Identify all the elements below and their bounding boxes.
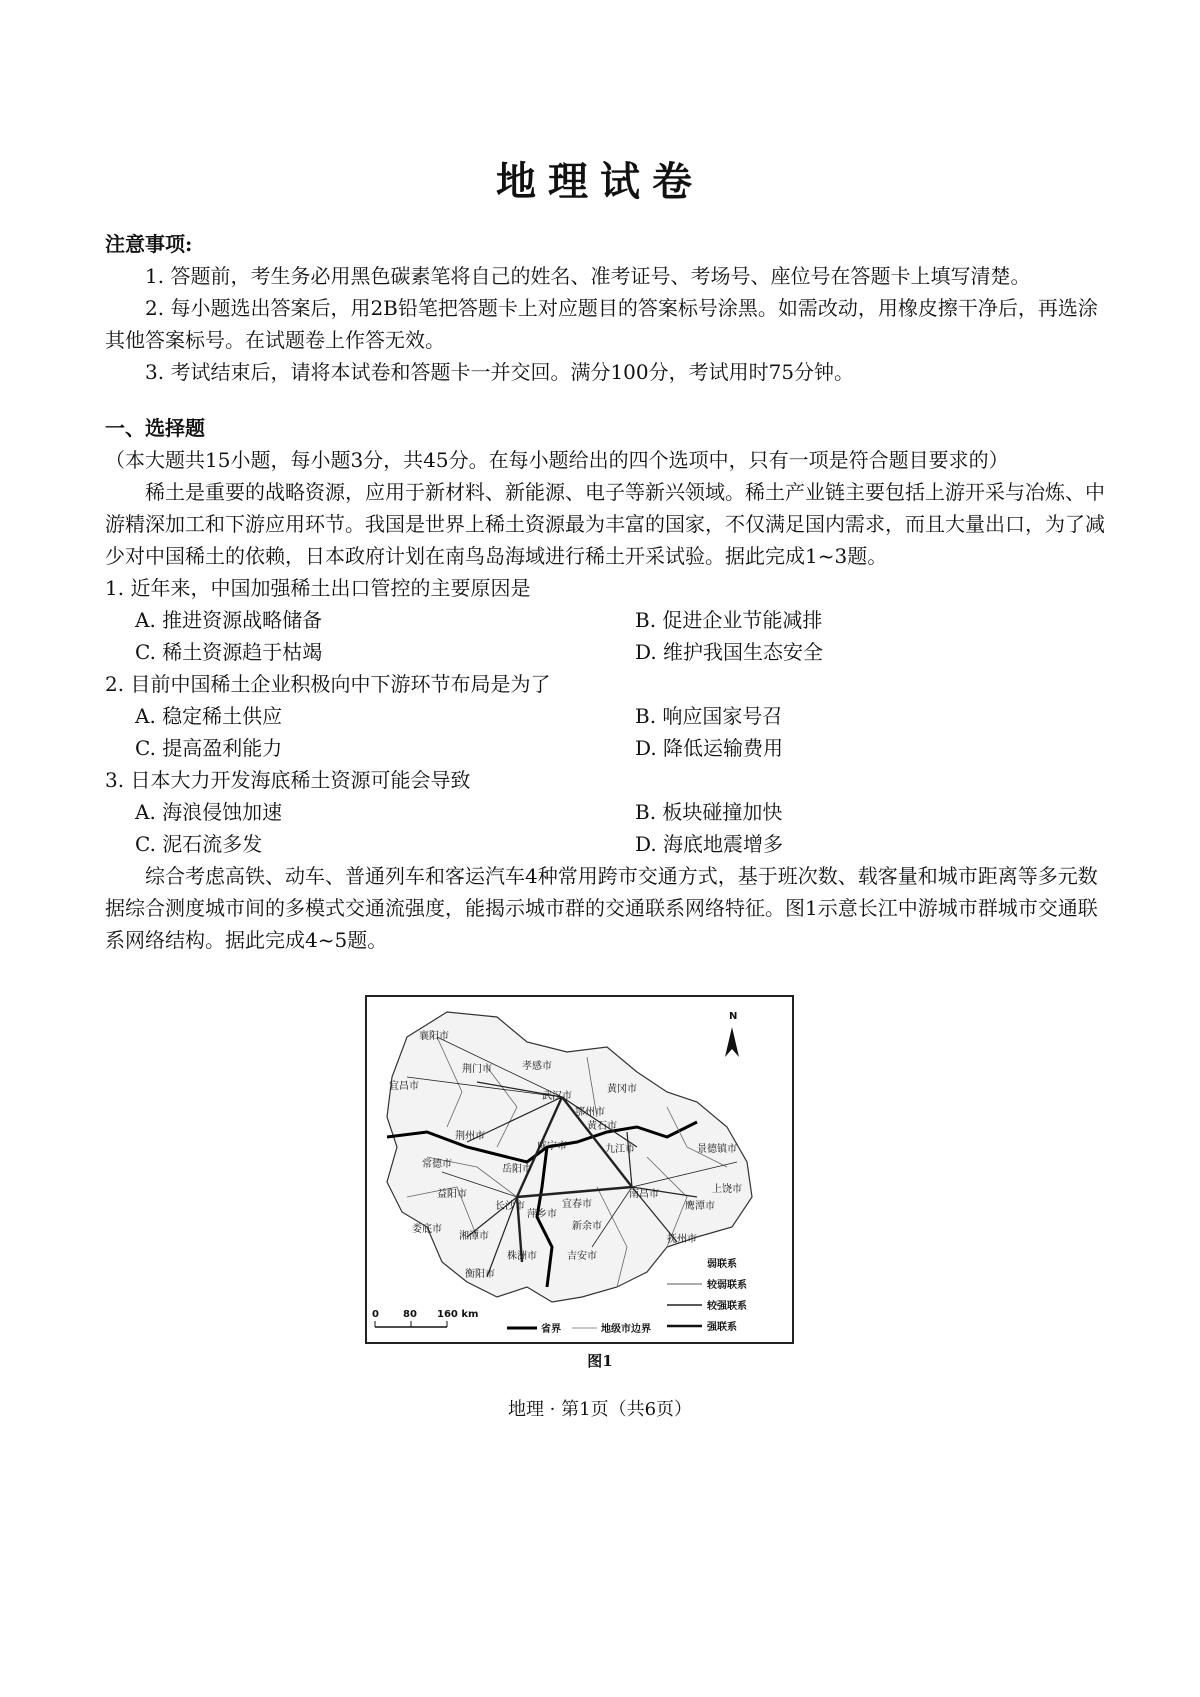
city-label: 鄂州市 — [575, 1107, 605, 1118]
notice-section — [105, 228, 1105, 388]
city-label: 南昌市 — [629, 1189, 659, 1200]
network-map — [367, 997, 792, 1342]
option-a: A. 推进资源战略储备 — [135, 608, 323, 632]
city-label: 武汉市 — [542, 1091, 572, 1102]
option-c: C. 泥石流多发 — [135, 832, 263, 856]
section-description: （本大题共15小题，每小题3分，共45分。在每小题给出的四个选项中，只有一项是符合题目要求的） — [105, 448, 1009, 472]
city-label: 鹰潭市 — [685, 1201, 715, 1212]
notice-item: 2. 每小题选出答案后，用2B铅笔把答题卡上对应题目的答案标号涂黑。如需改动，用橡皮擦干净后，再选涂其他答案标号。在试题卷上作答无效。 — [105, 296, 1098, 352]
city-label: 黄石市 — [587, 1121, 617, 1132]
legend-label: 强联系 — [707, 1322, 737, 1333]
city-label: 上饶市 — [712, 1184, 742, 1195]
section-heading — [105, 412, 1105, 476]
question-1 — [105, 572, 1105, 668]
city-label: 宜昌市 — [389, 1081, 419, 1092]
city-label: 景德镇市 — [697, 1144, 737, 1155]
boundary-legend — [507, 1322, 651, 1335]
scale-bar — [372, 1309, 478, 1327]
city-label: 抚州市 — [667, 1234, 697, 1245]
city-label: 益阳市 — [437, 1189, 467, 1200]
question-stem: 3. 日本大力开发海底稀土资源可能会导致 — [105, 768, 471, 792]
city-label: 萍乡市 — [527, 1209, 557, 1220]
passage-rare-earth: 稀土是重要的战略资源，应用于新材料、新能源、电子等新兴领域。稀土产业链主要包括上游开采与冶炼、中游精深加工和下游应用环节。我国是世界上稀土资源最为丰富的国家，不仅满足国内需求，而且大量出口，为了减少对中国稀土的依赖，日本政府计划在南鸟岛海域进行稀土开采试验。据此完成1~3题。 — [105, 480, 1105, 568]
notice-item: 1. 答题前，考生务必用黑色碳素笔将自己的姓名、准考证号、考场号、座位号在答题卡上填写清楚。 — [145, 264, 1031, 288]
city-label: 常德市 — [422, 1159, 452, 1170]
city-label: 新余市 — [572, 1221, 602, 1232]
legend-label: 较弱联系 — [707, 1280, 747, 1291]
city-label: 孝感市 — [522, 1061, 552, 1072]
page-footer: 地理 · 第1页（共6页） — [507, 1399, 693, 1420]
north-arrow-icon — [725, 1011, 739, 1057]
north-label: N — [729, 1011, 738, 1022]
city-label: 娄底市 — [412, 1224, 442, 1235]
option-d: D. 海底地震增多 — [635, 832, 784, 856]
notice-item: 3. 考试结束后，请将本试卷和答题卡一并交回。满分100分，考试用时75分钟。 — [145, 360, 855, 384]
boundary-label: 省界 — [541, 1324, 561, 1335]
legend-label: 弱联系 — [707, 1259, 737, 1270]
city-label: 吉安市 — [567, 1251, 597, 1262]
scale-label: 0 — [372, 1309, 379, 1320]
notice-heading: 注意事项: — [105, 232, 193, 256]
option-b: B. 响应国家号召 — [635, 704, 783, 728]
map-figure — [365, 995, 794, 1344]
city-label: 株洲市 — [507, 1251, 537, 1262]
city-label: 襄阳市 — [419, 1031, 449, 1042]
question-2 — [105, 668, 1105, 764]
city-label: 衡阳市 — [465, 1269, 495, 1280]
legend — [667, 1257, 747, 1333]
option-b: B. 板块碰撞加快 — [635, 800, 783, 824]
page-title: 地理试卷 — [496, 158, 704, 205]
option-a: A. 稳定稀土供应 — [135, 704, 283, 728]
city-label: 黄冈市 — [607, 1084, 637, 1095]
city-label: 九江市 — [605, 1144, 635, 1155]
option-a: A. 海浪侵蚀加速 — [135, 800, 283, 824]
option-d: D. 维护我国生态安全 — [635, 640, 824, 664]
section-one — [105, 412, 1105, 956]
city-label: 荆州市 — [455, 1131, 485, 1142]
city-label: 湘潭市 — [459, 1231, 489, 1242]
scale-label: 160 km — [437, 1309, 479, 1320]
section-title: 一、选择题 — [105, 416, 205, 440]
option-c: C. 提高盈利能力 — [135, 736, 283, 760]
passage-transport: 综合考虑高铁、动车、普通列车和客运汽车4种常用跨市交通方式，基于班次数、载客量和城市距离等多元数据综合测度城市间的多模式交通流强度，能揭示城市群的交通联系网络特征。图1示意长江中游城市群城市交通联系网络结构。据此完成4~5题。 — [105, 864, 1098, 952]
city-label: 岳阳市 — [502, 1164, 532, 1175]
city-label: 宜春市 — [562, 1199, 592, 1210]
option-d: D. 降低运输费用 — [635, 736, 784, 760]
question-stem: 1. 近年来，中国加强稀土出口管控的主要原因是 — [105, 576, 531, 600]
option-b: B. 促进企业节能减排 — [635, 608, 823, 632]
question-stem: 2. 目前中国稀土企业积极向中下游环节布局是为了 — [105, 672, 551, 696]
scale-label: 80 — [403, 1309, 417, 1320]
option-c: C. 稀土资源趋于枯竭 — [135, 640, 323, 664]
figure-caption: 图1 — [587, 1352, 613, 1370]
boundary-label: 地级市边界 — [601, 1324, 651, 1335]
city-label: 咸宁市 — [537, 1141, 567, 1152]
city-label: 长沙市 — [495, 1201, 525, 1212]
question-3 — [105, 764, 1105, 860]
legend-label: 较强联系 — [707, 1301, 747, 1312]
city-label: 荆门市 — [462, 1064, 492, 1075]
